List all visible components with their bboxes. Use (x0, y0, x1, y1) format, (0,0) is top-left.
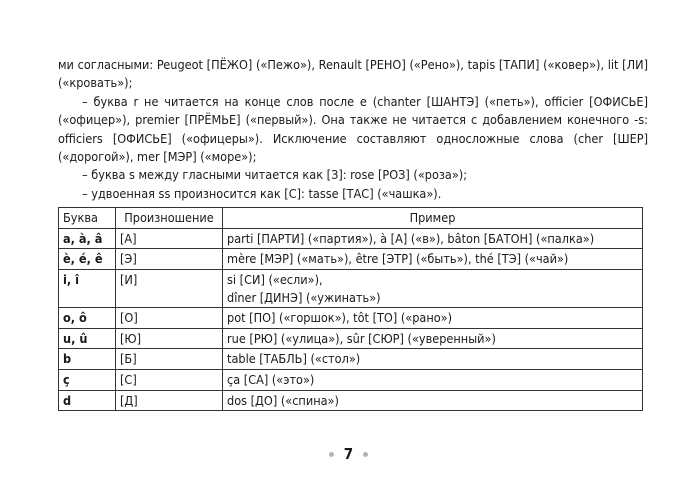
cell-pronunciation: [А] (116, 228, 223, 249)
paragraph-rule-ss: – удвоенная ss произносится как [С]: tasse [ТАС] («чашка»). (82, 185, 442, 201)
header-letter: Буква (59, 208, 116, 229)
cell-letter: ç (59, 370, 116, 391)
cell-example: ça [СА] («это») (223, 370, 643, 391)
paragraph-continuation: ми согласными: Peugeot [ПЁЖО] («Пежо»), Renault [РЕНО] («Рено»), tapis [ТАПИ] («ковер»), lit [ЛИ] («кровать»); (58, 57, 648, 91)
page-body (58, 56, 648, 411)
page-footer (0, 445, 697, 463)
table-row (59, 308, 643, 329)
cell-pronunciation: [О] (116, 308, 223, 329)
table-row (59, 370, 643, 391)
cell-letter: è, é, ê (59, 249, 116, 270)
cell-pronunciation: [И] (116, 270, 223, 308)
table-row (59, 270, 643, 308)
cell-example-line: dîner [ДИНЭ] («ужинать») (227, 289, 381, 305)
cell-pronunciation: [Д] (116, 390, 223, 411)
pronunciation-table (58, 207, 643, 411)
cell-example: pot [ПО] («горшок»), tôt [ТО] («рано») (223, 308, 643, 329)
cell-example: dos [ДО] («спина») (223, 390, 643, 411)
cell-letter: u, û (59, 328, 116, 349)
cell-example: mère [МЭР] («мать»), être [ЭТР] («быть»), thé [ТЭ] («чай») (223, 249, 643, 270)
page-number: 7 (343, 445, 354, 463)
cell-pronunciation: [Э] (116, 249, 223, 270)
table-row (59, 249, 643, 270)
cell-letter: i, î (59, 270, 116, 308)
cell-pronunciation: [Б] (116, 349, 223, 370)
cell-example: table [ТАБЛЬ] («стол») (223, 349, 643, 370)
cell-pronunciation: [Ю] (116, 328, 223, 349)
cell-pronunciation: [С] (116, 370, 223, 391)
table-row (59, 349, 643, 370)
table-row (59, 328, 643, 349)
paragraph-rule-r: – буква r не читается на конце слов после e (chanter [ШАНТЭ] («петь»), officier [ОФИСЬЕ] («офицер»), premier [ПРЁМЬЕ] («первый»). Она также не читается с добавлением конечного -s: officiers [ОФИСЬЕ] («офицеры»). Исключение составляют односложные слова (cher [ШЕР] («дорогой»), mer [МЭР] («море»); (58, 93, 648, 165)
cell-letter: d (59, 390, 116, 411)
cell-example: rue [РЮ] («улица»), sûr [СЮР] («уверенный») (223, 328, 643, 349)
cell-letter: b (59, 349, 116, 370)
header-pronunciation: Произношение (116, 208, 223, 229)
paragraph-rule-s: – буква s между гласными читается как [З]: rose [РОЗ] («роза»); (82, 167, 468, 183)
footer-dot-right (363, 452, 368, 457)
table-header-row (59, 208, 643, 229)
footer-dot-left (329, 452, 334, 457)
cell-letter: o, ô (59, 308, 116, 329)
table-row (59, 228, 643, 249)
table-row (59, 390, 643, 411)
cell-letter: a, à, â (59, 228, 116, 249)
header-example: Пример (223, 208, 643, 229)
cell-example-line: si [СИ] («если»), (227, 272, 323, 288)
cell-example (223, 270, 643, 308)
cell-example: parti [ПАРТИ] («партия»), à [А] («в»), bâton [БАТОН] («палка») (223, 228, 643, 249)
